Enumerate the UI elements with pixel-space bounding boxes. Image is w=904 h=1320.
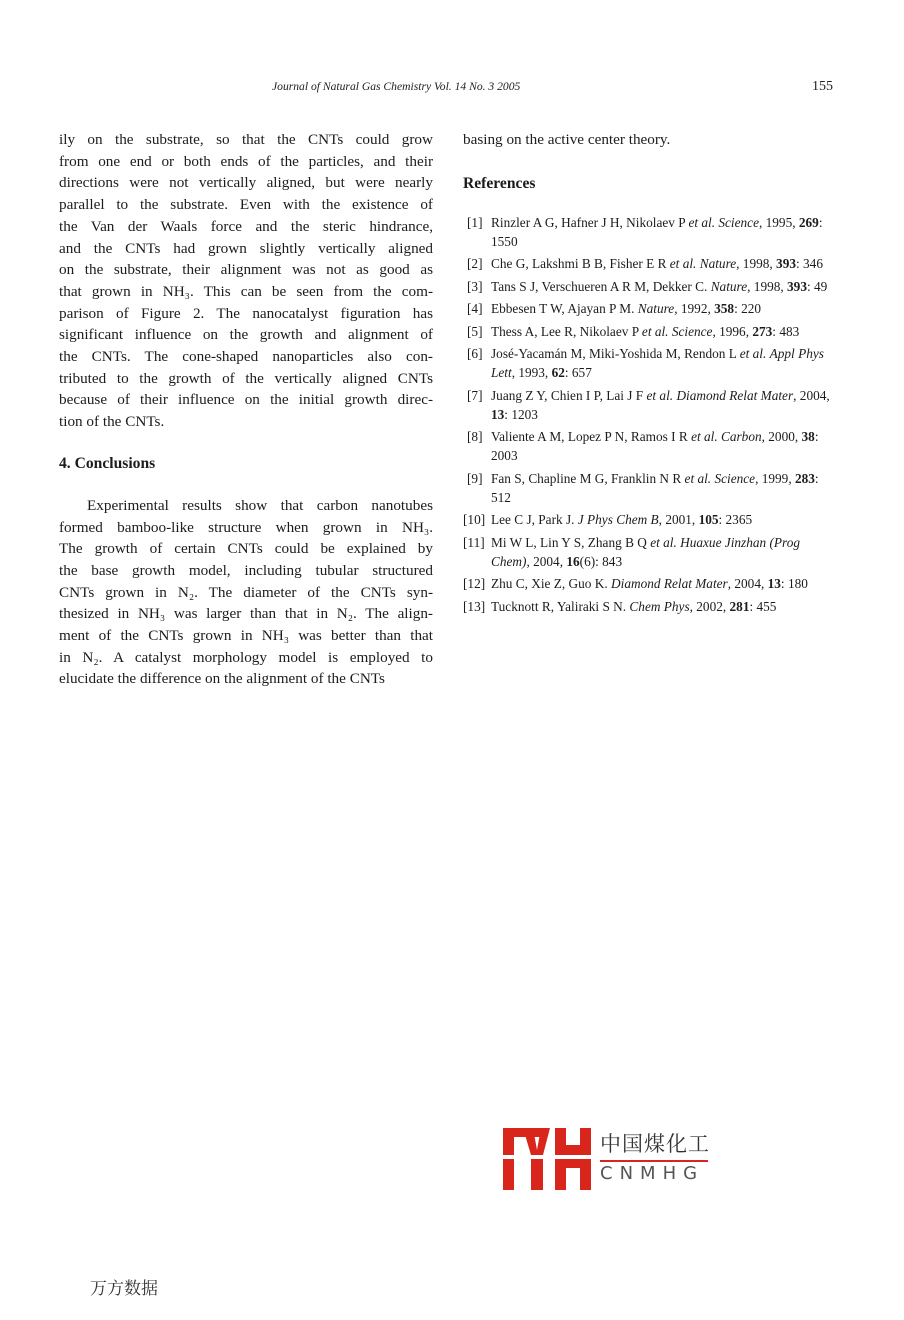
reference-volume: 16 <box>566 553 580 569</box>
reference-journal: J Phys Chem B <box>577 512 659 528</box>
reference-authors: Lee C J, Park J. <box>491 512 578 528</box>
reference-journal: Nature <box>710 278 748 294</box>
reference-etal: et al. <box>669 256 697 272</box>
reference-number: [5] <box>467 323 483 339</box>
text-line: tributed to the growth of the vertically aligned CNTs <box>59 369 433 387</box>
text-line: the Van der Waals force and the steric hindrance, <box>59 217 433 235</box>
reference-journal: Diamond Relat Mater <box>611 576 728 592</box>
reference-volume: 358 <box>714 301 735 317</box>
reference-journal: Science <box>714 470 756 486</box>
reference-etal: et al. <box>650 534 677 550</box>
reference-journal: Nature <box>699 256 737 272</box>
text-line: the base growth model, including tubular structured <box>59 561 433 579</box>
reference-number: [11] <box>463 534 485 550</box>
reference-year: , 2004, <box>727 576 768 592</box>
cnmhg-logo-icon <box>503 1128 593 1190</box>
reference-number: [8] <box>467 429 483 445</box>
reference-year: , 1998, <box>747 278 788 294</box>
reference-pages: : 346 <box>796 256 823 272</box>
text-line: tion of the CNTs. <box>59 413 165 431</box>
reference-journal: Appl Phys Lett <box>491 346 824 381</box>
text-line: elucidate the difference on the alignment of the CNTs <box>59 670 385 688</box>
reference-authors: Mi W L, Lin Y S, Zhang B Q <box>491 534 651 550</box>
running-header-journal: Journal of Natural Gas Chemistry Vol. 14 No. 3 2005 <box>272 80 521 93</box>
text-line: ily on the substrate, so that the CNTs could grow <box>59 131 433 148</box>
reference-item <box>463 277 837 296</box>
reference-year: , 1999, <box>755 470 795 486</box>
reference-item <box>463 574 837 593</box>
reference-number: [9] <box>467 470 483 486</box>
reference-pages: : 2365 <box>718 512 753 528</box>
reference-authors: Rinzler A G, Hafner J H, Nikolaev P <box>491 214 689 230</box>
text-line: formed bamboo-like structure when grown in NH₃. <box>59 518 433 536</box>
continuation-text: basing on the active center theory. <box>463 131 671 148</box>
reference-pages: : 657 <box>564 365 592 381</box>
reference-journal: Huaxue Jinzhan (Prog Chem) <box>491 534 801 569</box>
logo-chinese-text: 中国煤化工 <box>600 1132 710 1156</box>
text-line: and the CNTs had grown slightly vertically aligned <box>59 239 433 257</box>
reference-etal: et al. <box>646 387 674 403</box>
left-column <box>59 129 433 690</box>
reference-pages: : 483 <box>772 323 800 339</box>
section-heading-references: References <box>463 174 536 192</box>
reference-item <box>463 254 837 273</box>
reference-authors: Zhu C, Xie Z, Guo K. <box>491 576 612 592</box>
reference-year: , 1993, <box>511 365 552 381</box>
reference-journal: Carbon <box>720 429 762 445</box>
reference-year: , 1998, <box>736 256 777 272</box>
text-line: because of their influence on the initial growth direc- <box>59 391 433 409</box>
reference-volume: 393 <box>776 256 796 272</box>
reference-volume: 283 <box>794 470 815 486</box>
reference-journal: Nature <box>637 301 675 317</box>
body-paragraph <box>59 129 433 433</box>
reference-pages: : 49 <box>806 278 828 294</box>
reference-year: , 2004, <box>793 387 830 403</box>
reference-number: [3] <box>467 278 483 294</box>
reference-year: , 1992, <box>674 301 715 317</box>
reference-item <box>463 510 837 529</box>
reference-year: , 2001, <box>658 512 699 528</box>
reference-volume: 105 <box>698 512 719 528</box>
reference-list <box>463 213 837 616</box>
reference-year: , 1996, <box>712 323 753 339</box>
reference-authors: José-Yacamán M, Miki-Yoshida M, Rendon L <box>491 346 740 362</box>
reference-journal: Science <box>671 323 713 339</box>
reference-number: [4] <box>467 301 483 317</box>
text-line: Experimental results show that carbon nanotubes <box>87 496 433 514</box>
reference-pages: : 220 <box>734 301 762 317</box>
reference-authors: Ebbesen T W, Ajayan P M. <box>491 301 638 317</box>
reference-item <box>463 469 837 507</box>
reference-pages: : 512 <box>491 470 819 505</box>
reference-number: [13] <box>463 598 486 614</box>
reference-year: , 2002, <box>689 598 730 614</box>
reference-journal: Diamond Relat Mater <box>676 387 794 403</box>
reference-authors: Thess A, Lee R, Nikolaev P <box>491 323 642 339</box>
text-line: from one end or both ends of the particles, and their <box>59 152 433 170</box>
reference-authors: Juang Z Y, Chien I P, Lai J F <box>491 387 647 403</box>
reference-item <box>463 386 837 424</box>
text-line: in N₂. A catalyst morphology model is employed to <box>59 648 433 666</box>
section-heading-conclusions: 4. Conclusions <box>59 454 156 472</box>
reference-authors: Tucknott R, Yaliraki S N. <box>491 598 630 614</box>
reference-authors: Valiente A M, Lopez P N, Ramos I R <box>491 429 692 445</box>
logo-divider <box>600 1160 708 1162</box>
reference-journal: Chem Phys <box>629 598 690 614</box>
text-line: ment of the CNTs grown in NH₃ was better than that <box>59 627 433 645</box>
reference-volume: 393 <box>787 278 807 294</box>
reference-pages: (6): 843 <box>579 553 623 569</box>
text-line: The growth of certain CNTs could be explained by <box>59 540 433 558</box>
text-line: parallel to the substrate. Even with the existence of <box>59 196 433 214</box>
reference-pages: : 1203 <box>504 406 538 422</box>
reference-item <box>463 597 837 616</box>
reference-volume: 13 <box>491 406 505 422</box>
reference-volume: 38 <box>801 429 815 445</box>
reference-item <box>463 213 837 251</box>
reference-etal: et al. <box>688 214 716 230</box>
reference-volume: 13 <box>767 576 781 592</box>
reference-volume: 281 <box>729 598 750 614</box>
text-line: significant influence on the growth and alignment of <box>59 326 433 344</box>
reference-number: [2] <box>467 256 483 272</box>
text-line: on the substrate, their alignment was not as good as <box>59 261 433 279</box>
reference-authors: Fan S, Chapline M G, Franklin N R <box>491 470 685 486</box>
reference-pages: : 180 <box>780 576 808 592</box>
reference-journal: Science <box>718 214 759 230</box>
reference-year: , 1995, <box>758 214 799 230</box>
text-line: directions were not vertically aligned, but were nearly <box>59 174 433 192</box>
reference-number: [6] <box>467 346 483 362</box>
reference-volume: 269 <box>798 214 819 230</box>
reference-item <box>463 344 837 382</box>
reference-volume: 273 <box>752 323 773 339</box>
reference-item <box>463 322 837 341</box>
reference-number: [12] <box>463 576 486 592</box>
reference-etal: et al. <box>691 429 718 445</box>
text-line: that grown in NH₃. This can be seen from the com- <box>59 282 433 300</box>
text-line: parison of Figure 2. The nanocatalyst figuration has <box>59 304 433 322</box>
text-line: CNTs grown in N₂. The diameter of the CNTs syn- <box>59 583 433 601</box>
reference-item <box>463 299 837 318</box>
text-line: thesized in NH₃ was larger than that in N₂. The align- <box>59 605 433 623</box>
reference-authors: Che G, Lakshmi B B, Fisher E R <box>491 256 670 272</box>
reference-volume: 62 <box>551 365 565 381</box>
reference-number: [7] <box>467 387 483 403</box>
footer-watermark: 万方数据 <box>90 1279 158 1299</box>
right-column <box>463 129 837 619</box>
reference-year: , 2000, <box>761 429 802 445</box>
reference-pages: : 455 <box>749 598 777 614</box>
reference-pages: : 1550 <box>491 214 823 249</box>
page-number: 155 <box>812 79 833 94</box>
logo-english-text: CNMHG <box>600 1163 705 1184</box>
reference-number: [10] <box>463 512 486 528</box>
reference-authors: Tans S J, Verschueren A R M, Dekker C. <box>491 278 711 294</box>
reference-year: , 2004, <box>526 553 567 569</box>
reference-item <box>463 533 837 571</box>
reference-etal: et al. <box>641 323 669 339</box>
reference-number: [1] <box>467 214 483 230</box>
text-line: the CNTs. The cone-shaped nanoparticles also con- <box>59 348 433 366</box>
reference-item <box>463 427 837 465</box>
reference-pages: : 2003 <box>491 429 819 464</box>
conclusions-paragraph <box>59 495 433 690</box>
reference-etal: et al. <box>739 346 767 362</box>
reference-etal: et al. <box>684 470 712 486</box>
